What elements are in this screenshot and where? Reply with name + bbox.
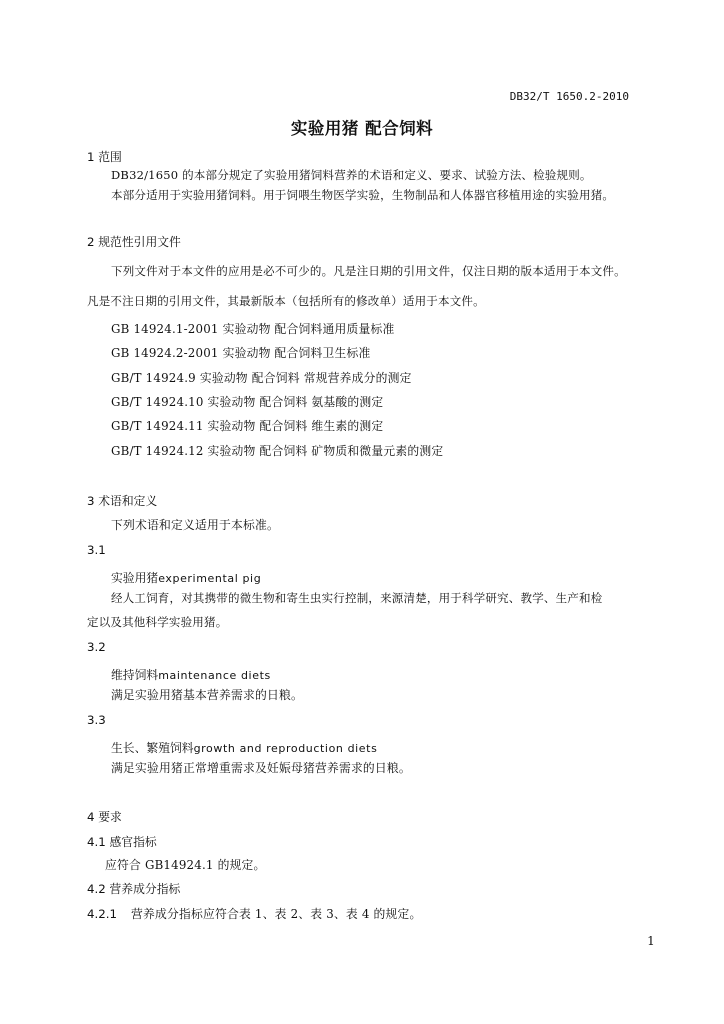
section-3-intro: 下列术语和定义适用于本标准。 [111, 518, 279, 532]
section-3-heading: 3 术语和定义 [87, 494, 158, 508]
term-3-3-english: growth and reproduction diets [193, 742, 378, 755]
term-3-2-number: 3.2 [87, 640, 106, 654]
term-3-1-chinese: 实验用猪 [111, 571, 159, 585]
term-3-2-definition: 满足实验用猪基本营养需求的日粮。 [111, 688, 303, 702]
term-3-2-title [111, 666, 271, 682]
term-3-1-definition-line-2: 定以及其他科学实验用猪。 [87, 615, 228, 629]
term-3-3-title [111, 739, 377, 755]
section-4-2-1-text: 营养成分指标应符合表 1、表 2、表 3、表 4 的规定。 [131, 907, 422, 921]
section-4-1-text: 应符合 GB14924.1 的规定。 [105, 858, 266, 872]
section-4-heading: 4 要求 [87, 810, 122, 824]
term-3-1-title [111, 569, 261, 585]
section-1-heading: 1 范围 [87, 150, 122, 164]
document-code: DB32/T 1650.2-2010 [509, 90, 629, 103]
term-3-3-definition: 满足实验用猪正常增重需求及妊娠母猪营养需求的日粮。 [111, 761, 411, 775]
term-3-3-chinese: 生长、繁殖饲料 [111, 741, 194, 755]
section-1-paragraph-2: 本部分适用于实验用猪饲料。用于饲喂生物医学实验，生物制品和人体器官移植用途的实验用猪。 [111, 188, 615, 202]
section-2-paragraph-line-2: 凡是不注日期的引用文件，其最新版本（包括所有的修改单）适用于本文件。 [87, 294, 485, 308]
term-3-1-definition-line-1: 经人工饲育，对其携带的微生物和寄生虫实行控制，来源清楚，用于科学研究、教学、生产和检 [111, 591, 603, 605]
reference-item: GB/T 14924.11 实验动物 配合饲料 维生素的测定 [111, 419, 384, 433]
section-4-2-heading: 4.2 营养成分指标 [87, 882, 181, 896]
section-2-paragraph-line-1: 下列文件对于本文件的应用是必不可少的。凡是注日期的引用文件，仅注日期的版本适用于本文件。 [111, 264, 626, 278]
section-2-heading: 2 规范性引用文件 [87, 235, 181, 249]
section-4-1-heading: 4.1 感官指标 [87, 835, 157, 849]
reference-item: GB 14924.2-2001 实验动物 配合饲料卫生标准 [111, 346, 371, 360]
document-title: 实验用猪 配合饲料 [290, 119, 434, 138]
term-3-3-number: 3.3 [87, 713, 106, 727]
reference-item: GB/T 14924.10 实验动物 配合饲料 氨基酸的测定 [111, 395, 384, 409]
section-1-paragraph-1: DB32/1650 的本部分规定了实验用猪饲料营养的术语和定义、要求、试验方法、检验规则。 [111, 168, 592, 182]
term-3-1-english: experimental pig [158, 572, 262, 585]
term-3-2-english: maintenance diets [158, 669, 271, 682]
term-3-2-chinese: 维持饲料 [111, 668, 159, 682]
reference-item: GB/T 14924.12 实验动物 配合饲料 矿物质和微量元素的测定 [111, 444, 444, 458]
term-3-1-number: 3.1 [87, 543, 106, 557]
reference-item: GB/T 14924.9 实验动物 配合饲料 常规营养成分的测定 [111, 371, 412, 385]
section-4-2-1-number: 4.2.1 [87, 907, 118, 921]
page-number: 1 [647, 934, 655, 948]
reference-item: GB 14924.1-2001 实验动物 配合饲料通用质量标准 [111, 322, 395, 336]
